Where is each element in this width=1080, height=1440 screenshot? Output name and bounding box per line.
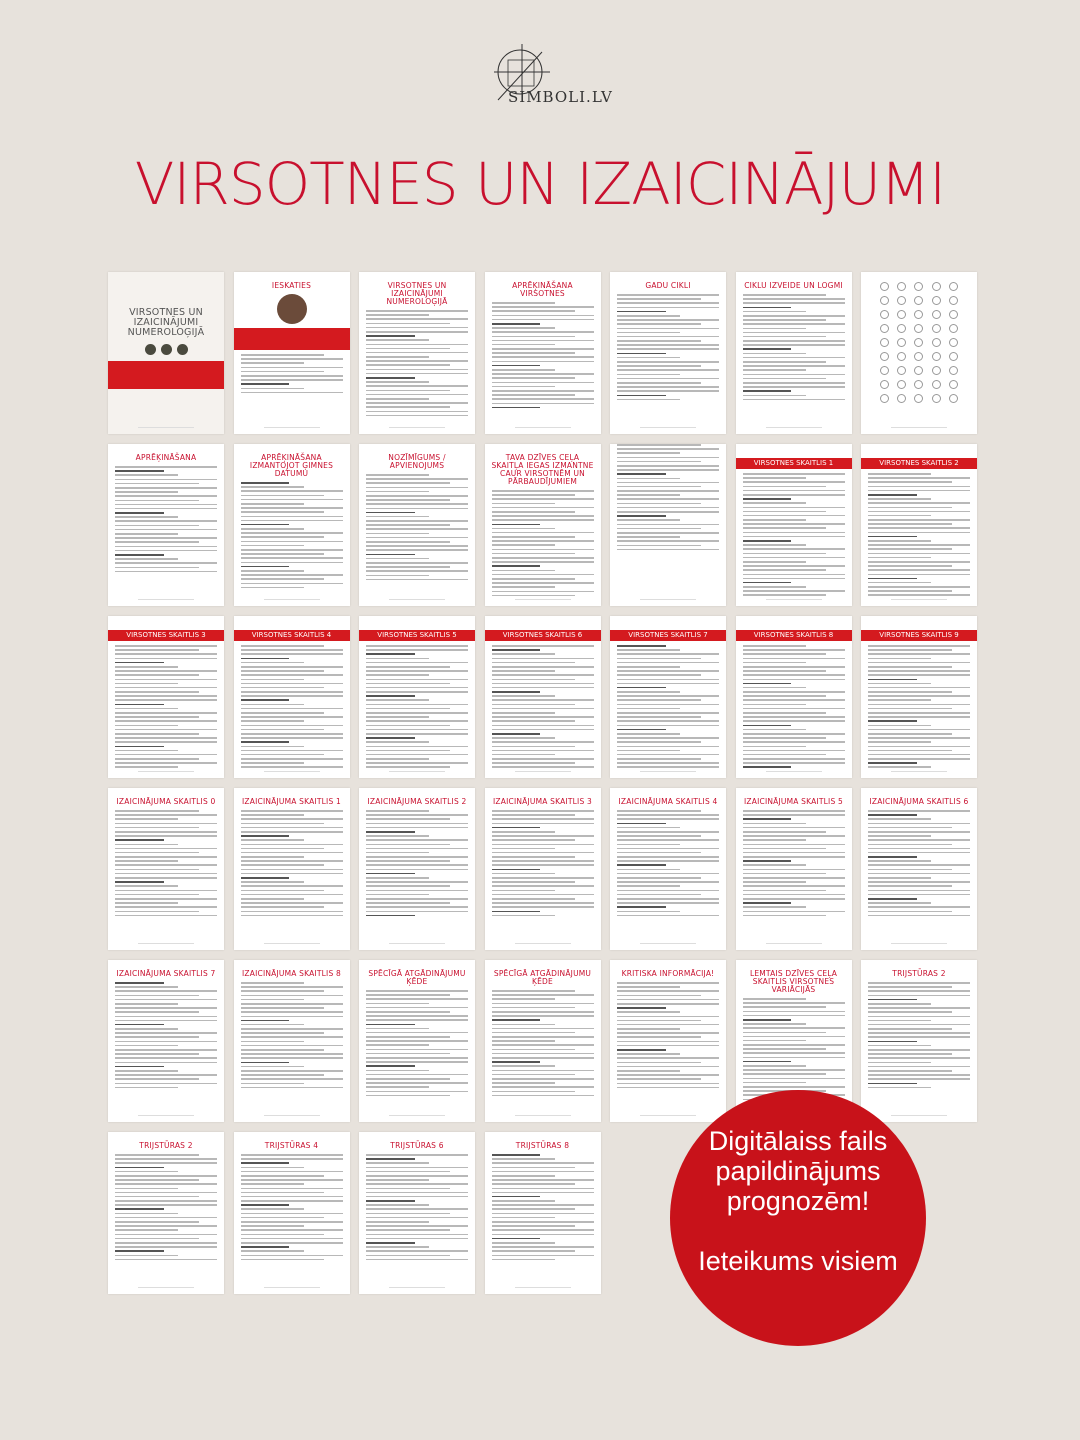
page-footer (264, 599, 320, 600)
circle-row (876, 338, 962, 347)
page-thumbnail (861, 616, 977, 778)
page-thumbnail-title: TRIJSTŪRAS 4 (264, 1141, 319, 1150)
circle-row (876, 310, 962, 319)
page-footer (389, 771, 445, 772)
page-thumbnail-title: VIRSOTNES SKAITLIS 7 (610, 630, 726, 641)
page-footer (264, 771, 320, 772)
page-thumbnail (861, 444, 977, 606)
page-thumbnail-title: VIRSOTNES SKAITLIS 1 (736, 458, 852, 469)
page-thumbnail-title: TAVA DZĪVES CEĻA SKAITĻA IEGAS IZMANTNE CAUR VIRSOTNĒM UN PĀRBAUDĪJUMIEM (491, 453, 594, 486)
page-footer (640, 599, 696, 600)
page-thumbnail (485, 444, 601, 606)
cover-red-block (108, 361, 224, 389)
page-thumbnail (610, 616, 726, 778)
page-thumbnail-title: IZAICINĀJUMA SKAITLIS 4 (618, 797, 718, 806)
page-footer (515, 1115, 571, 1116)
page-footer (138, 943, 194, 944)
page-thumbnail-title: TRIJSTŪRAS 2 (892, 969, 946, 978)
page-thumbnail-title: TRIJSTŪRAS 6 (390, 1141, 444, 1150)
page-footer (640, 943, 696, 944)
page-thumbnail-title: VIRSOTNES SKAITLIS 4 (234, 630, 350, 641)
page-thumbnail-title: KRITISKA INFORMĀCIJA! (621, 969, 715, 978)
page-thumbnail (610, 788, 726, 950)
page-thumbnail-title: GADU CIKLI (645, 281, 691, 290)
circle-row (876, 324, 962, 333)
circle-row (876, 296, 962, 305)
page-thumbnail (108, 272, 224, 434)
page-thumbnail-title: SPĒCĪGĀ ATGĀDINĀJUMU ĶĒDE (493, 969, 592, 986)
page-footer (138, 771, 194, 772)
page-thumbnail (234, 1132, 350, 1294)
page-thumbnail-title: VIRSOTNES SKAITLIS 3 (108, 630, 224, 641)
page-thumbnail (359, 272, 475, 434)
page-thumbnail (610, 960, 726, 1122)
page-footer (766, 943, 822, 944)
page-thumbnail (485, 272, 601, 434)
page-footer (891, 427, 947, 428)
page-thumbnail (485, 616, 601, 778)
page-thumbnail (234, 616, 350, 778)
page-footer (138, 1287, 194, 1288)
page-thumbnail (861, 960, 977, 1122)
page-thumbnail (234, 444, 350, 606)
page-footer (264, 943, 320, 944)
page-footer (138, 1115, 194, 1116)
page-thumbnail-title: TRIJSTŪRAS 8 (515, 1141, 570, 1150)
page-title: VIRSOTNES UN IZAICINĀJUMI (134, 150, 946, 218)
page-thumbnail (861, 788, 977, 950)
page-thumbnail (234, 960, 350, 1122)
page-thumbnail (736, 788, 852, 950)
page-footer (515, 1287, 571, 1288)
page-thumbnail-title: IZAICINĀJUMA SKAITLIS 6 (869, 797, 969, 806)
page-thumbnail (485, 1132, 601, 1294)
page-thumbnail-title: IZAICINĀJUMA SKAITLIS 0 (116, 797, 216, 806)
page-thumbnail (108, 960, 224, 1122)
page-thumbnail-title: VIRSOTNES SKAITLIS 9 (861, 630, 977, 641)
page-footer (891, 599, 947, 600)
page-thumbnail (234, 788, 350, 950)
page-thumbnail-title: IZAICINĀJUMA SKAITLIS 1 (242, 797, 341, 806)
page-thumbnail-title: LEMTAIS DZĪVES CEĻA SKAITLIS VIRSOTNES VARIĀCIJĀS (749, 969, 838, 994)
cover-coins (108, 344, 224, 355)
page-thumbnail-title: APRĒĶINĀŠANA VIRSOTNES (512, 281, 573, 298)
page-thumbnail-title: SPĒCĪGĀ ATGĀDINĀJUMU ĶĒDE (368, 969, 466, 986)
circle-row (876, 282, 962, 291)
page-thumbnail (108, 1132, 224, 1294)
page-thumbnail-title: VIRSOTNES UN IZAICINĀJUMI NUMEROLOĢIJĀ (386, 281, 448, 306)
badge-headline: Digitālaiss fails papildinājums prognozēm! (708, 1126, 888, 1216)
page-thumbnail-title: IZAICINĀJUMA SKAITLIS 5 (744, 797, 843, 806)
page-footer (640, 427, 696, 428)
author-avatar (277, 294, 307, 324)
page-footer (515, 771, 571, 772)
page-thumbnail-title: VIRSOTNES SKAITLIS 8 (736, 630, 852, 641)
page-footer (640, 771, 696, 772)
circle-row (876, 366, 962, 375)
page-thumbnail-title: IESKATIES (271, 281, 312, 290)
circle-row (876, 352, 962, 361)
page-thumbnail (485, 960, 601, 1122)
page-thumbnail-title: VIRSOTNES SKAITLIS 5 (359, 630, 475, 641)
page-thumbnail-title: APRĒĶINĀŠANA IZMANTOJOT ĢIMNES DATUMU (249, 453, 334, 478)
page-thumbnail-title: IZAICINĀJUMA SKAITLIS 8 (242, 969, 341, 978)
page-footer (138, 427, 194, 428)
page-footer (515, 943, 571, 944)
page-footer (766, 427, 822, 428)
page-thumbnail (359, 616, 475, 778)
page-thumbnail (861, 272, 977, 434)
page-thumbnail (736, 616, 852, 778)
page-footer (891, 943, 947, 944)
page-thumbnail-title: NOZĪMĪGUMS / APVIENOJUMS (388, 453, 446, 470)
page-thumbnail (234, 272, 350, 434)
page-thumbnail (359, 788, 475, 950)
page-thumbnail-title: IZAICINĀJUMA SKAITLIS 2 (367, 797, 467, 806)
promo-badge (670, 1090, 926, 1346)
page-thumbnail-title: APRĒĶINĀŠANA (135, 453, 197, 462)
page-thumbnail (359, 1132, 475, 1294)
page-thumbnail (485, 788, 601, 950)
circle-row (876, 380, 962, 389)
page-footer (389, 599, 445, 600)
page-footer (515, 427, 571, 428)
page-thumbnail (359, 444, 475, 606)
page-footer (389, 943, 445, 944)
page-footer (891, 1115, 947, 1116)
page-thumbnail-title: IZAICINĀJUMA SKAITLIS 7 (116, 969, 216, 978)
page-thumbnail-title: VIRSOTNES UN IZAICINĀJUMI NUMEROLOĢIJĀ (127, 307, 205, 338)
brand-name: SIMBOLI.LV (508, 88, 613, 106)
page-thumbnail (108, 788, 224, 950)
brand-logo (478, 40, 613, 114)
page-footer (389, 1287, 445, 1288)
page-footer (389, 1115, 445, 1116)
page-thumbnail (108, 444, 224, 606)
intro-red-block (234, 328, 350, 350)
page-footer (515, 599, 571, 600)
page-thumbnail-title: CIKLU IZVEIDE UN LOGMI (744, 281, 843, 290)
page-footer (264, 427, 320, 428)
page-thumbnail (108, 616, 224, 778)
page-thumbnail (610, 444, 726, 606)
page-footer (389, 427, 445, 428)
page-thumbnail (610, 272, 726, 434)
page-thumbnail (736, 272, 852, 434)
page-footer (640, 1115, 696, 1116)
page-footer (264, 1115, 320, 1116)
page-thumbnail-title: VIRSOTNES SKAITLIS 2 (861, 458, 977, 469)
page-thumbnail-title: TRIJSTŪRAS 2 (139, 1141, 193, 1150)
page-footer (891, 771, 947, 772)
page-footer (264, 1287, 320, 1288)
page-thumbnail-title: VIRSOTNES SKAITLIS 6 (485, 630, 601, 641)
page-thumbnail (736, 444, 852, 606)
page-thumbnail (359, 960, 475, 1122)
page-footer (766, 771, 822, 772)
page-thumbnail-title: IZAICINĀJUMA SKAITLIS 3 (493, 797, 592, 806)
badge-subline: Ieteikums visiem (698, 1246, 898, 1276)
circle-row (876, 394, 962, 403)
page-footer (766, 599, 822, 600)
page-footer (138, 599, 194, 600)
